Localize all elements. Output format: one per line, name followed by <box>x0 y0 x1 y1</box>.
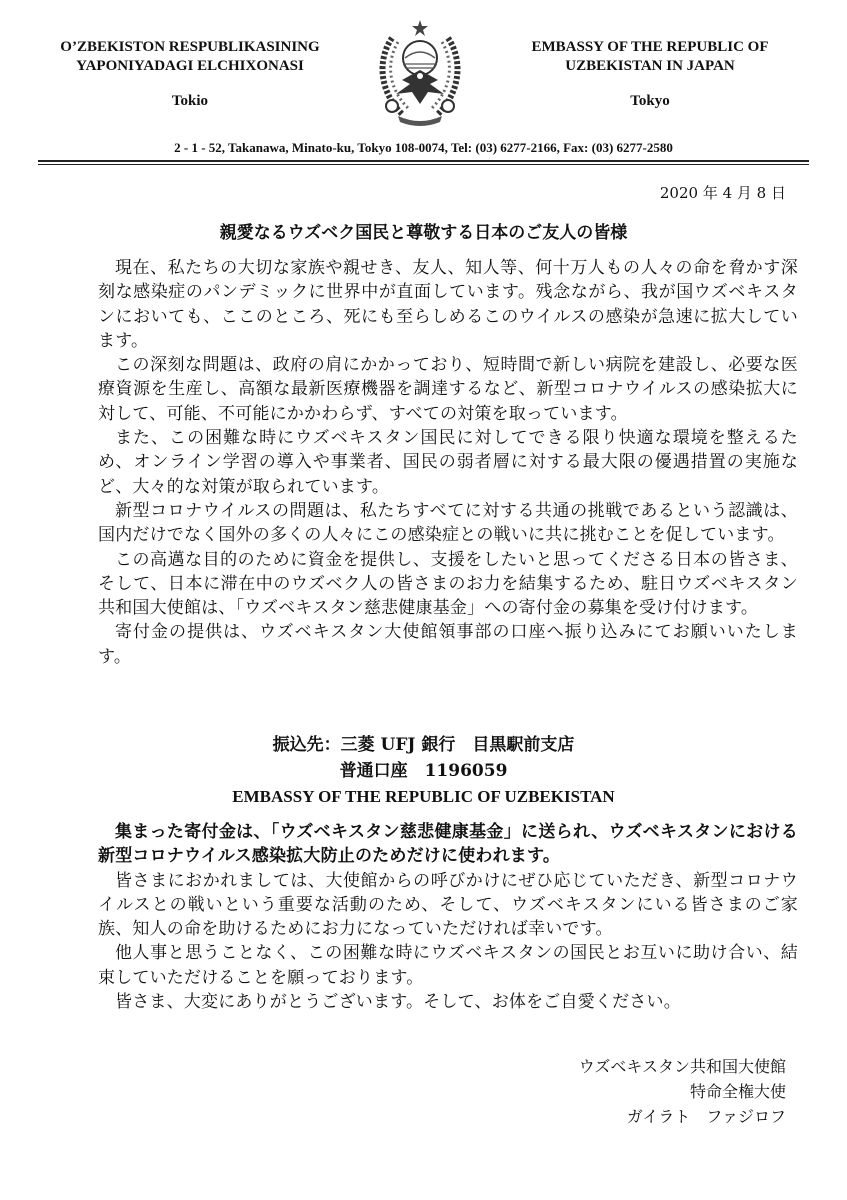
bank-name: 振込先：三菱 UFJ 銀行 目黒駅前支店 <box>272 735 575 755</box>
signature-name: ガイラト ファジロフ <box>626 1107 786 1126</box>
header-english <box>500 38 800 111</box>
header-english-city: Tokyo <box>630 93 670 109</box>
paragraph: 新型コロナウイルスの問題は、私たちすべてに対する共通の挑戦であるという認識は、国内だけでなく国外の多くの人々にこの感染症との戦いに共に挑むことを促しています。 <box>98 500 798 546</box>
salutation: 親愛なるウズベク国民と尊敬する日本のご友人の皆様 <box>219 223 628 243</box>
letter-date: 2020 年 4 月 8 日 <box>659 184 786 202</box>
header-divider-thin <box>38 164 809 165</box>
closing-bold-paragraph: 集まった寄付金は、「ウズベキスタン慈悲健康基金」に送られ、ウズベキスタンにおける新型コロナウイルス感染拡大防止のためだけに使われます。 <box>98 822 798 867</box>
header-uzbek-city: Tokio <box>171 93 209 109</box>
letter-body <box>98 256 798 669</box>
header-divider <box>38 160 809 162</box>
bank-details <box>0 732 847 810</box>
bank-account: 普通口座 1196059 <box>339 761 508 781</box>
header-uzbek-line1: O’ZBEKISTON RESPUBLIKASINING <box>60 39 320 55</box>
letter-closing <box>98 820 798 1014</box>
paragraph: 皆さまにおかれましては、大使館からの呼びかけにぜひ応じていただき、新型コロナウイルスとの戦いという重要な活動のため、そして、ウズベキスタンにいる皆さまのご家族、知人の命を助けるためにお力になっていただければ幸いです。 <box>98 870 798 940</box>
state-emblem-icon <box>372 18 468 126</box>
header-english-line2: UZBEKISTAN IN JAPAN <box>565 58 735 74</box>
header-uzbek <box>40 38 340 111</box>
paragraph: 寄付金の提供は、ウズベキスタン大使館領事部の口座へ振り込みにてお願いいたします。 <box>98 622 798 667</box>
account-holder: EMBASSY OF THE REPUBLIC OF UZBEKISTAN <box>232 787 615 806</box>
paragraph: 他人事と思うことなく、この困難な時にウズベキスタンの国民とお互いに助け合い、結束していただけることを願っております。 <box>98 943 798 988</box>
paragraph: 皆さま、大変にありがとうございます。そして、お体をご自愛ください。 <box>115 992 681 1013</box>
signature-org: ウズベキスタン共和国大使館 <box>578 1057 786 1076</box>
header-english-line1: EMBASSY OF THE REPUBLIC OF <box>531 39 769 55</box>
signature-title: 特命全権大使 <box>689 1082 786 1101</box>
paragraph: また、この困難な時にウズベキスタン国民に対してできる限り快適な環境を整えるため、オンライン学習の導入や事業者、国民の弱者層に対する最大限の優遇措置の実施など、大々的な対策が取られています。 <box>98 428 798 497</box>
paragraph: この高邁な目的のために資金を提供し、支援をしたいと思ってくださる日本の皆さま、そして、日本に滞在中のウズベク人の皆さまのお力を結集するため、駐日ウズベキスタン共和国大使館は、「ウズベキスタン慈悲健康基金」への寄付金の募集を受け付けます。 <box>98 549 798 619</box>
header-uzbek-line2: YAPONIYADAGI ELCHIXONASI <box>76 58 304 74</box>
embassy-address: 2 - 1 - 52, Takanawa, Minato-ku, Tokyo 108-0074, Tel: (03) 6277-2166, Fax: (03) 6277-2580 <box>174 140 673 155</box>
paragraph: 現在、私たちの大切な家族や親せき、友人、知人等、何十万人もの人々の命を脅かす深刻な感染症のパンデミックに世界中が直面しています。残念ながら、我が国ウズベキスタンにおいても、ここのところ、死にも至らしめるこのウイルスの感染が急速に拡大しています。 <box>98 258 798 351</box>
paragraph: この深刻な問題は、政府の肩にかかっており、短時間で新しい病院を建設し、必要な医療資源を生産し、高額な最新医療機器を調達するなど、新型コロナウイルスの感染拡大に対して、可能、不可能にかかわらず、すべての対策を取っています。 <box>98 355 798 424</box>
signature-block <box>520 1054 786 1129</box>
